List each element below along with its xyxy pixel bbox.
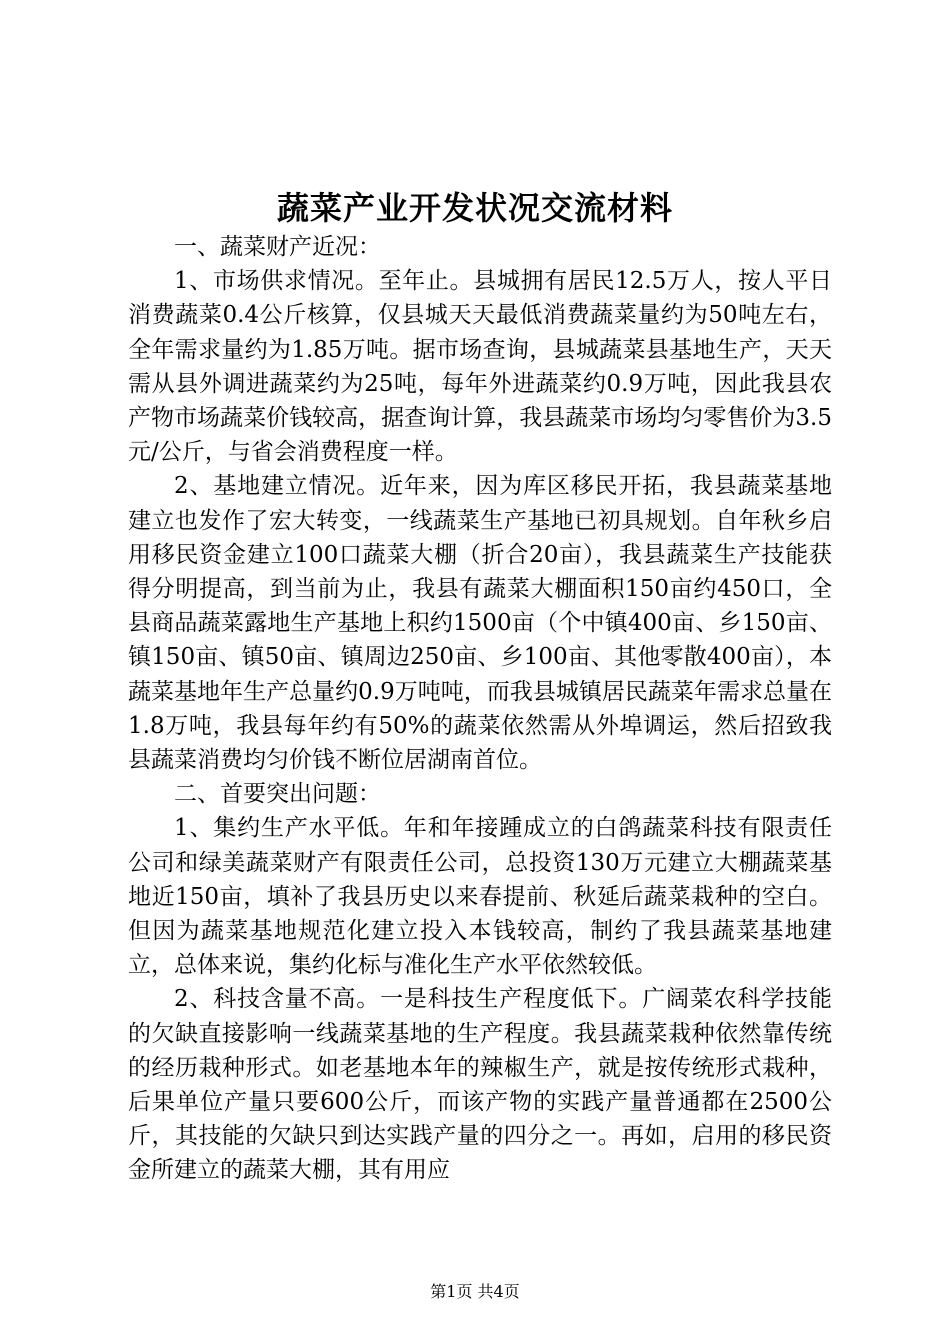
- section-heading: 二、首要突出问题：: [174, 781, 381, 808]
- body-paragraph: 2、基地建立情况。近年来，因为库区移民开拓，我县蔬菜基地建立也发作了宏大转变，一线蔬菜生产基地已初具规划。自年秋乡启用移民资金建立100口蔬菜大棚（折合20亩），我县蔬菜生产技能获得分明提高，到当前为止，我县有蔬菜大棚面积150亩约450口，全县商品蔬菜露地生产基地上积约1500亩（个中镇400亩、乡150亩、镇150亩、镇50亩、镇周边250亩、乡100亩、其他零散400亩），本蔬菜基地年生产总量约0.9万吨吨，而我县城镇居民蔬菜年需求总量在1.8万吨，我县每年约有50%的蔬菜依然需从外埠调运，然后招致我县蔬菜消费均匀价钱不断位居湖南首位。: [128, 473, 832, 774]
- document-body: [128, 230, 832, 1188]
- body-paragraph: 2、科技含量不高。一是科技生产程度低下。广阔菜农科学技能的欠缺直接影响一线蔬菜基地的生产程度。我县蔬菜栽种依然靠传统的经历栽种形式。如老基地本年的辣椒生产，就是按传统形式栽种，后果单位产量只要600公斤，而该产物的实践产量普通都在2500公斤，其技能的欠缺只到达实践产量的四分之一。再如，启用的移民资金所建立的蔬菜大棚，其有用应: [128, 986, 832, 1184]
- page-number-footer: 第1页 共4页: [430, 1282, 520, 1301]
- body-paragraph: 1、集约生产水平低。年和年接踵成立的白鸽蔬菜科技有限责任公司和绿美蔬菜财产有限责任公司，总投资130万元建立大棚蔬菜基地近150亩，填补了我县历史以来春提前、秋延后蔬菜栽种的空白。但因为蔬菜基地规范化建立投入本钱较高，制约了我县蔬菜基地建立，总体来说，集约化标与准化生产水平依然较低。: [128, 815, 832, 979]
- document-title: 蔬菜产业开发状况交流材料: [276, 189, 673, 227]
- body-paragraph: 1、市场供求情况。至年止。县城拥有居民12.5万人，按人平日消费蔬菜0.4公斤核算，仅县城天天最低消费蔬菜量约为50吨左右，全年需求量约为1.85万吨。据市场查询，县城蔬菜县基地生产，天天需从县外调进蔬菜约为25吨，每年外进蔬菜约0.9万吨，因此我县农产物市场蔬菜价钱较高，据查询计算，我县蔬菜市场均匀零售价为3.5元/公斤，与省会消费程度一样。: [128, 268, 832, 466]
- section-heading: 一、蔬菜财产近况：: [174, 234, 381, 260]
